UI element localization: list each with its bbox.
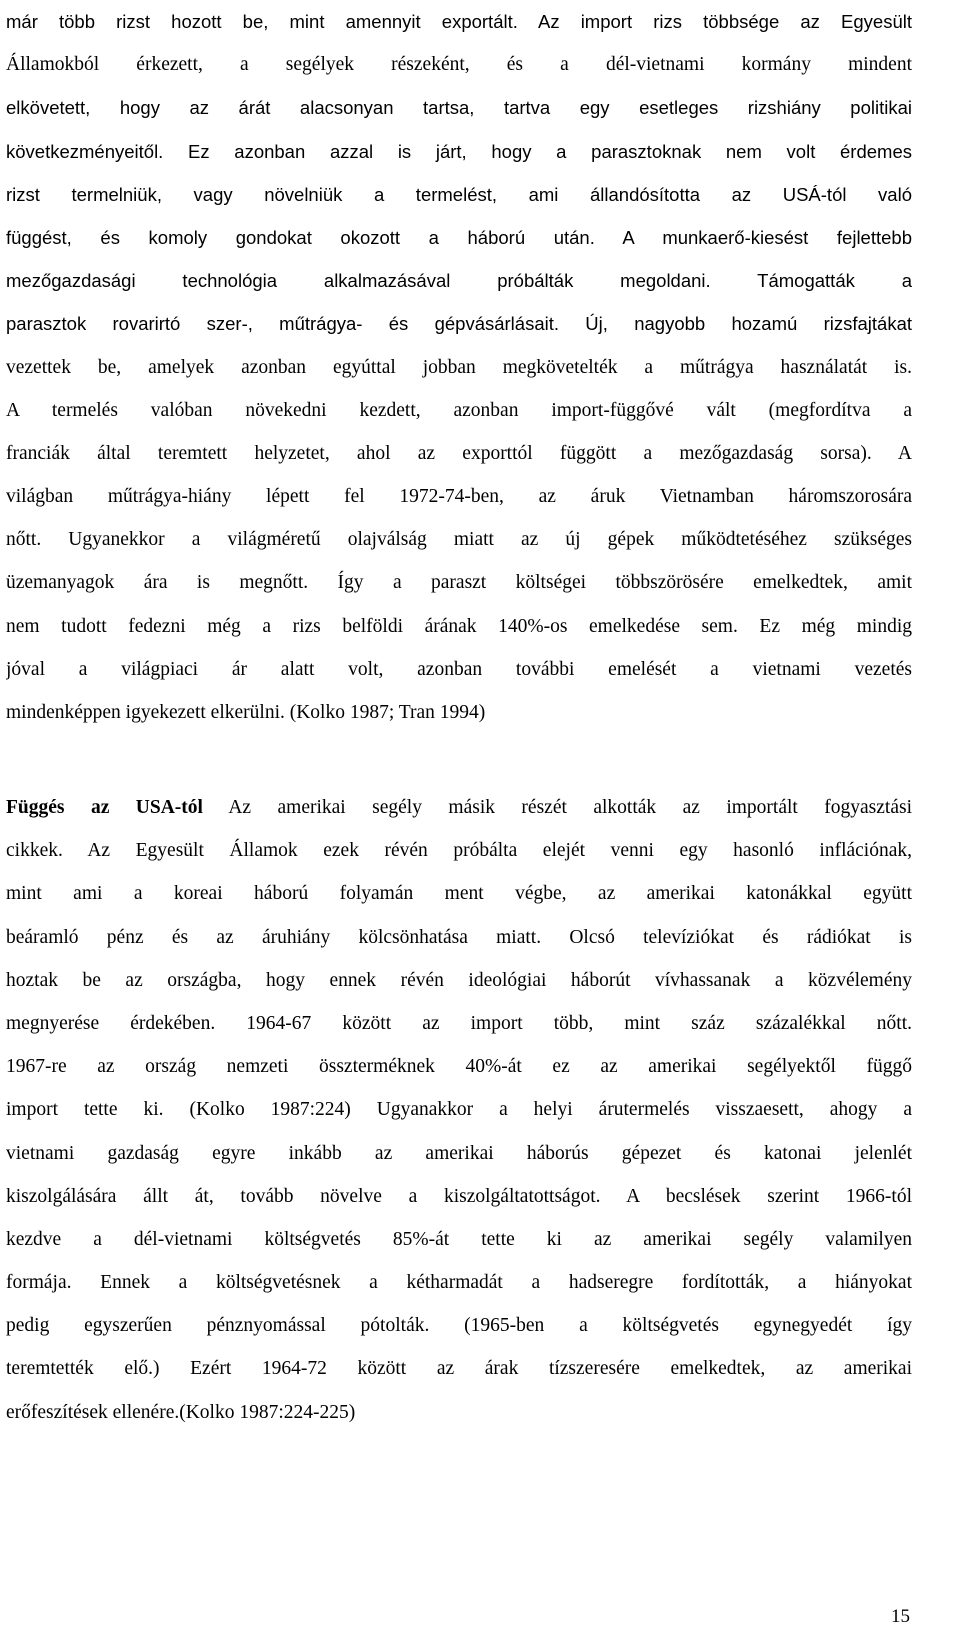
paragraph-line: 1967-re az ország nemzeti összterméknek 40%-át ez az amerikai segélyektől függő bbox=[6, 1056, 912, 1078]
paragraph-line: franciák által teremtett helyzetet, ahol az exporttól függött a mezőgazdaság sorsa). A bbox=[6, 442, 912, 464]
paragraph-line: mezőgazdasági technológia alkalmazásával próbálták megoldani. Támogatták a bbox=[6, 270, 912, 292]
paragraph-line: cikkek. Az Egyesült Államok ezek révén próbálta elejét venni egy hasonló inflációnak, bbox=[6, 840, 912, 862]
heading-line-text: Az amerikai segély másik részét alkották az importált fogyasztási bbox=[202, 797, 912, 818]
paragraph-line: világban műtrágya-hiány lépett fel 1972-74-ben, az áruk Vietnamban háromszorosára bbox=[6, 486, 912, 508]
paragraph-rice-import bbox=[6, 0, 912, 734]
paragraph-line: elkövetett, hogy az árát alacsonyan tartsa, tartva egy esetleges rizshiány politikai bbox=[6, 97, 912, 119]
section-heading: Függés az USA-tól bbox=[6, 797, 203, 818]
paragraph-line: formája. Ennek a költségvetésnek a kétharmadát a hadseregre fordították, a hiányokat bbox=[6, 1272, 912, 1294]
paragraph-line: erőfeszítések ellenére.(Kolko 1987:224-225) bbox=[6, 1401, 356, 1423]
paragraph-line: vietnami gazdaság egyre inkább az amerikai háborús gépezet és katonai jelenlét bbox=[6, 1142, 912, 1164]
paragraph-line: rizst termelniük, vagy növelniük a termelést, ami állandósította az USÁ-tól való bbox=[6, 183, 912, 205]
paragraph-line: teremtették elő.) Ezért 1964-72 között az árak tízszeresére emelkedtek, az amerikai bbox=[6, 1358, 912, 1380]
page-number: 15 bbox=[891, 1606, 910, 1627]
paragraph-line: nem tudott fedezni még a rizs belföldi árának 140%-os emelkedése sem. Ez még mindig bbox=[6, 615, 912, 637]
paragraph-line: beáramló pénz és az áruhiány kölcsönhatása miatt. Olcsó televíziókat és rádiókat is bbox=[6, 926, 912, 948]
paragraph-line: megnyerése érdekében. 1964-67 között az import több, mint száz százalékkal nőtt. bbox=[6, 1012, 912, 1034]
paragraph-line: kiszolgálására állt át, tovább növelve a kiszolgáltatottságot. A becslések szerint 1966-tól bbox=[6, 1185, 912, 1207]
paragraph-usa-dependence bbox=[6, 786, 912, 1434]
paragraph-line: függést, és komoly gondokat okozott a háború után. A munkaerő-kiesést fejlettebb bbox=[6, 226, 912, 248]
paragraph-line: jóval a világpiaci ár alatt volt, azonban további emelését a vietnami vezetés bbox=[6, 658, 912, 680]
paragraph-line: parasztok rovarirtó szer-, műtrágya- és gépvásárlásait. Új, nagyobb hozamú rizsfajtákat bbox=[6, 313, 912, 335]
paragraph-line: mint ami a koreai háború folyamán ment végbe, az amerikai katonákkal együtt bbox=[6, 883, 912, 905]
paragraph-line: A termelés valóban növekedni kezdett, azonban import-függővé vált (megfordítva a bbox=[6, 399, 912, 421]
paragraph-line: nőtt. Ugyanekkor a világméretű olajválság miatt az új gépek működtetéséhez szükséges bbox=[6, 529, 912, 551]
paragraph-line: vezettek be, amelyek azonban egyúttal jobban megkövetelték a műtrágya használatát is. bbox=[6, 356, 912, 378]
paragraph-first-line bbox=[6, 786, 912, 829]
paragraph-line: pedig egyszerűen pénznyomással pótolták. (1965-ben a költségvetés egynegyedét így bbox=[6, 1315, 912, 1337]
paragraph-line: import tette ki. (Kolko 1987:224) Ugyanakkor a helyi árutermelés visszaesett, ahogy a bbox=[6, 1099, 912, 1121]
paragraph-line: mindenképpen igyekezett elkerülni. (Kolko 1987; Tran 1994) bbox=[6, 702, 486, 723]
paragraph-line: Államokból érkezett, a segélyek részeként, és a dél-vietnami kormány mindent bbox=[6, 54, 912, 76]
paragraph-line: hoztak be az országba, hogy ennek révén ideológiai háborút vívhassanak a közvélemény bbox=[6, 969, 912, 991]
paragraph-line: üzemanyagok ára is megnőtt. Így a paraszt költségei többszörösére emelkedtek, amit bbox=[6, 572, 912, 594]
paragraph-line: már több rizst hozott be, mint amennyit exportált. Az import rizs többsége az Egyesült bbox=[6, 11, 912, 32]
paragraph-line: következményeitől. Ez azonban azzal is járt, hogy a parasztoknak nem volt érdemes bbox=[6, 140, 912, 162]
paragraph-line: kezdve a dél-vietnami költségvetés 85%-át tette ki az amerikai segély valamilyen bbox=[6, 1228, 912, 1250]
